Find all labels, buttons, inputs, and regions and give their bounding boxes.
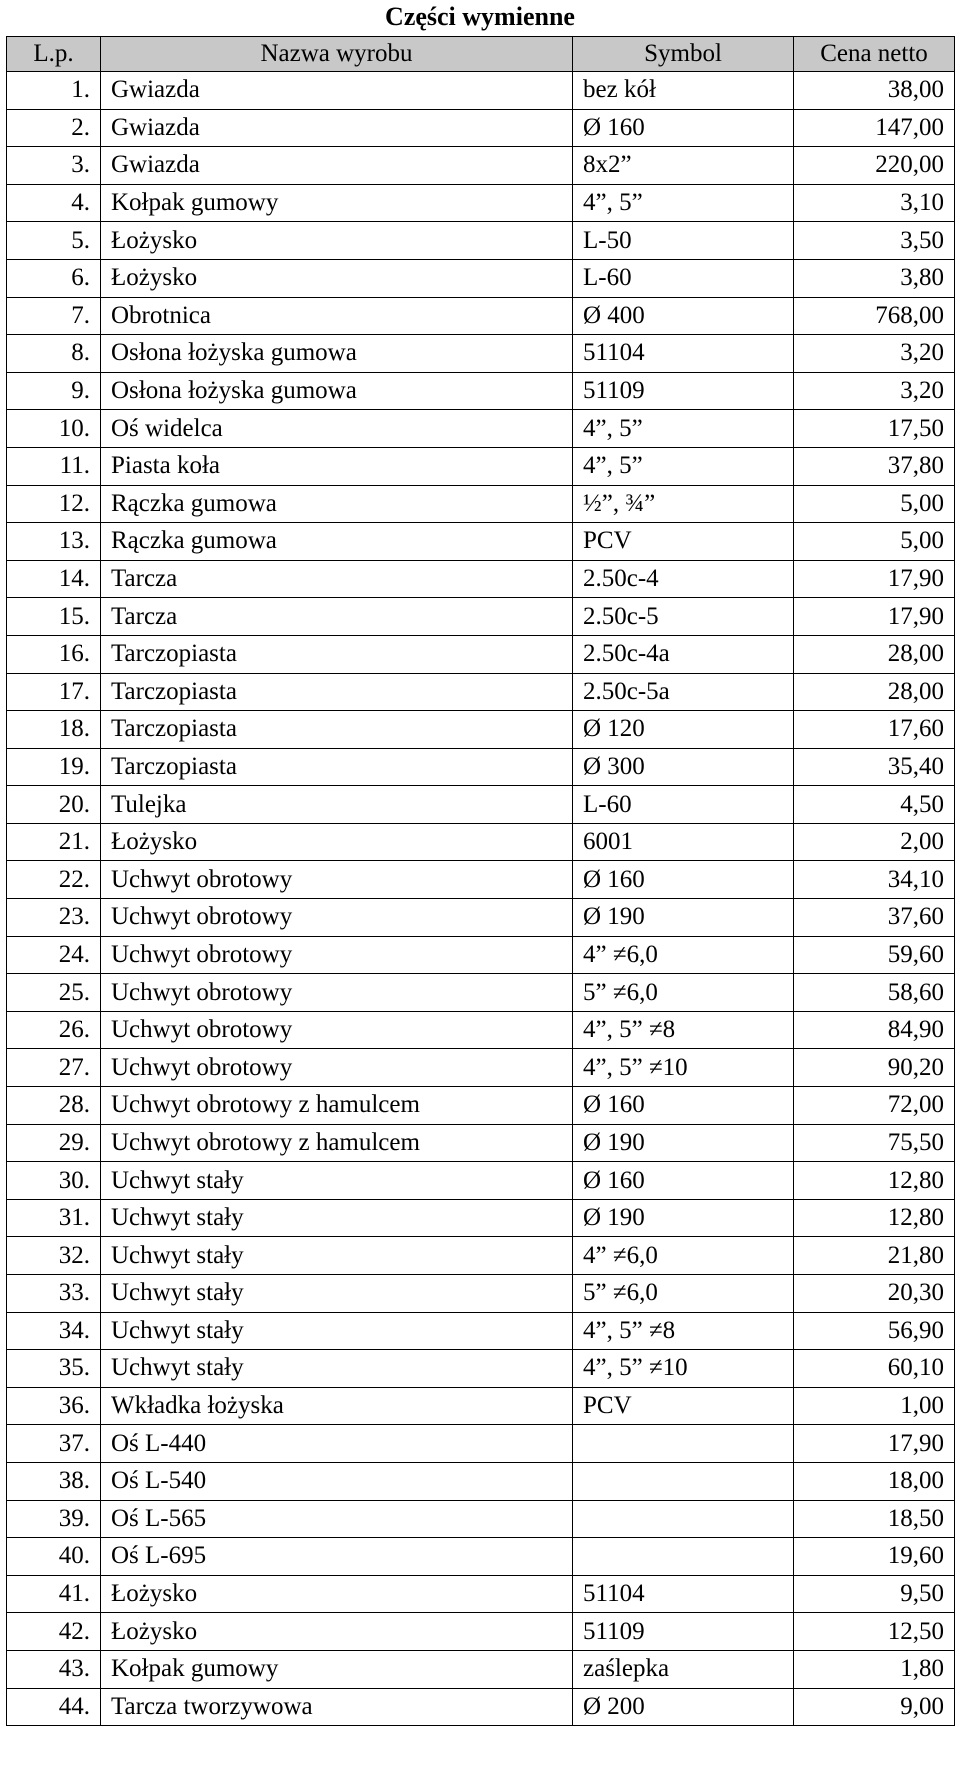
row-price-cell: 84,90 bbox=[794, 1011, 955, 1049]
row-lp-cell: 37. bbox=[7, 1425, 101, 1463]
row-symbol-cell bbox=[573, 1462, 794, 1500]
row-price-cell: 17,60 bbox=[794, 711, 955, 749]
row-price-cell: 3,20 bbox=[794, 335, 955, 373]
row-lp-cell: 30. bbox=[7, 1162, 101, 1200]
row-name-cell: Osłona łożyska gumowa bbox=[101, 335, 573, 373]
table-row bbox=[7, 1425, 955, 1463]
table-row bbox=[7, 1049, 955, 1087]
row-name-cell: Oś L-695 bbox=[101, 1538, 573, 1576]
row-name-cell: Tarcza bbox=[101, 598, 573, 636]
row-name-cell: Oś L-565 bbox=[101, 1500, 573, 1538]
table-row bbox=[7, 1575, 955, 1613]
table-row bbox=[7, 1199, 955, 1237]
row-symbol-cell: 2.50c-5 bbox=[573, 598, 794, 636]
row-price-cell: 147,00 bbox=[794, 109, 955, 147]
row-lp-cell: 33. bbox=[7, 1275, 101, 1313]
row-name-cell: Łożysko bbox=[101, 823, 573, 861]
row-price-cell: 21,80 bbox=[794, 1237, 955, 1275]
row-name-cell: Uchwyt obrotowy z hamulcem bbox=[101, 1087, 573, 1125]
row-lp-cell: 36. bbox=[7, 1387, 101, 1425]
table-row bbox=[7, 598, 955, 636]
table-row bbox=[7, 1275, 955, 1313]
row-name-cell: Piasta koła bbox=[101, 447, 573, 485]
row-lp-cell: 2. bbox=[7, 109, 101, 147]
table-row bbox=[7, 1087, 955, 1125]
row-name-cell: Uchwyt stały bbox=[101, 1162, 573, 1200]
row-lp-cell: 42. bbox=[7, 1613, 101, 1651]
row-name-cell: Uchwyt stały bbox=[101, 1312, 573, 1350]
row-price-cell: 59,60 bbox=[794, 936, 955, 974]
row-symbol-cell: L-60 bbox=[573, 259, 794, 297]
row-lp-cell: 18. bbox=[7, 711, 101, 749]
column-header-price: Cena netto bbox=[794, 37, 955, 72]
row-name-cell: Tarczopiasta bbox=[101, 711, 573, 749]
row-symbol-cell: 4”, 5” bbox=[573, 447, 794, 485]
row-price-cell: 3,10 bbox=[794, 184, 955, 222]
table-row bbox=[7, 1500, 955, 1538]
table-row bbox=[7, 147, 955, 185]
row-price-cell: 75,50 bbox=[794, 1124, 955, 1162]
row-lp-cell: 39. bbox=[7, 1500, 101, 1538]
row-price-cell: 1,80 bbox=[794, 1650, 955, 1688]
row-symbol-cell: 5” ≠6,0 bbox=[573, 974, 794, 1012]
row-lp-cell: 19. bbox=[7, 748, 101, 786]
row-name-cell: Uchwyt obrotowy bbox=[101, 936, 573, 974]
row-price-cell: 17,90 bbox=[794, 560, 955, 598]
row-price-cell: 5,00 bbox=[794, 523, 955, 561]
row-name-cell: Tarcza tworzywowa bbox=[101, 1688, 573, 1726]
row-name-cell: Uchwyt obrotowy bbox=[101, 1011, 573, 1049]
column-header-name: Nazwa wyrobu bbox=[101, 37, 573, 72]
row-price-cell: 12,80 bbox=[794, 1199, 955, 1237]
row-symbol-cell: zaślepka bbox=[573, 1650, 794, 1688]
table-row bbox=[7, 72, 955, 110]
table-row bbox=[7, 635, 955, 673]
table-row bbox=[7, 1124, 955, 1162]
row-price-cell: 56,90 bbox=[794, 1312, 955, 1350]
row-lp-cell: 26. bbox=[7, 1011, 101, 1049]
row-name-cell: Oś L-540 bbox=[101, 1462, 573, 1500]
row-symbol-cell: Ø 120 bbox=[573, 711, 794, 749]
row-price-cell: 34,10 bbox=[794, 861, 955, 899]
row-lp-cell: 28. bbox=[7, 1087, 101, 1125]
row-price-cell: 28,00 bbox=[794, 635, 955, 673]
row-lp-cell: 44. bbox=[7, 1688, 101, 1726]
row-lp-cell: 3. bbox=[7, 147, 101, 185]
row-symbol-cell: 2.50c-4 bbox=[573, 560, 794, 598]
row-symbol-cell: 4”, 5” bbox=[573, 410, 794, 448]
row-symbol-cell: 4”, 5” ≠8 bbox=[573, 1011, 794, 1049]
row-name-cell: Oś widelca bbox=[101, 410, 573, 448]
row-price-cell: 3,50 bbox=[794, 222, 955, 260]
row-lp-cell: 16. bbox=[7, 635, 101, 673]
row-lp-cell: 23. bbox=[7, 899, 101, 937]
row-price-cell: 37,60 bbox=[794, 899, 955, 937]
row-name-cell: Uchwyt stały bbox=[101, 1199, 573, 1237]
row-lp-cell: 15. bbox=[7, 598, 101, 636]
row-symbol-cell: Ø 190 bbox=[573, 899, 794, 937]
row-price-cell: 37,80 bbox=[794, 447, 955, 485]
row-lp-cell: 6. bbox=[7, 259, 101, 297]
table-row bbox=[7, 184, 955, 222]
table-header bbox=[7, 37, 955, 72]
row-symbol-cell: Ø 160 bbox=[573, 861, 794, 899]
table-row bbox=[7, 823, 955, 861]
row-name-cell: Uchwyt obrotowy z hamulcem bbox=[101, 1124, 573, 1162]
table-row bbox=[7, 1387, 955, 1425]
row-symbol-cell: 2.50c-4a bbox=[573, 635, 794, 673]
row-price-cell: 35,40 bbox=[794, 748, 955, 786]
row-price-cell: 20,30 bbox=[794, 1275, 955, 1313]
row-price-cell: 58,60 bbox=[794, 974, 955, 1012]
table-row bbox=[7, 560, 955, 598]
row-lp-cell: 25. bbox=[7, 974, 101, 1012]
row-symbol-cell: 5” ≠6,0 bbox=[573, 1275, 794, 1313]
row-symbol-cell: Ø 200 bbox=[573, 1688, 794, 1726]
row-name-cell: Tarcza bbox=[101, 560, 573, 598]
table-row bbox=[7, 523, 955, 561]
row-name-cell: Tarczopiasta bbox=[101, 748, 573, 786]
row-price-cell: 9,00 bbox=[794, 1688, 955, 1726]
row-lp-cell: 43. bbox=[7, 1650, 101, 1688]
row-price-cell: 3,80 bbox=[794, 259, 955, 297]
row-lp-cell: 17. bbox=[7, 673, 101, 711]
row-symbol-cell: 8x2” bbox=[573, 147, 794, 185]
row-lp-cell: 9. bbox=[7, 372, 101, 410]
table-row bbox=[7, 861, 955, 899]
row-symbol-cell: 4”, 5” ≠10 bbox=[573, 1049, 794, 1087]
row-lp-cell: 10. bbox=[7, 410, 101, 448]
row-symbol-cell: 4”, 5” ≠8 bbox=[573, 1312, 794, 1350]
row-symbol-cell bbox=[573, 1500, 794, 1538]
row-price-cell: 17,90 bbox=[794, 598, 955, 636]
row-lp-cell: 32. bbox=[7, 1237, 101, 1275]
row-name-cell: Rączka gumowa bbox=[101, 523, 573, 561]
row-price-cell: 72,00 bbox=[794, 1087, 955, 1125]
table-row bbox=[7, 711, 955, 749]
row-name-cell: Gwiazda bbox=[101, 147, 573, 185]
row-symbol-cell: 4” ≠6,0 bbox=[573, 936, 794, 974]
row-symbol-cell: 4”, 5” bbox=[573, 184, 794, 222]
table-row bbox=[7, 1162, 955, 1200]
row-symbol-cell: Ø 190 bbox=[573, 1124, 794, 1162]
row-price-cell: 17,90 bbox=[794, 1425, 955, 1463]
column-header-lp: L.p. bbox=[7, 37, 101, 72]
row-lp-cell: 31. bbox=[7, 1199, 101, 1237]
row-name-cell: Łożysko bbox=[101, 222, 573, 260]
row-lp-cell: 13. bbox=[7, 523, 101, 561]
table-row bbox=[7, 1350, 955, 1388]
row-name-cell: Tarczopiasta bbox=[101, 673, 573, 711]
table-row bbox=[7, 748, 955, 786]
row-symbol-cell: Ø 160 bbox=[573, 1162, 794, 1200]
row-name-cell: Uchwyt obrotowy bbox=[101, 1049, 573, 1087]
table-row bbox=[7, 1237, 955, 1275]
row-price-cell: 17,50 bbox=[794, 410, 955, 448]
table-row bbox=[7, 259, 955, 297]
row-symbol-cell: bez kół bbox=[573, 72, 794, 110]
table-row bbox=[7, 297, 955, 335]
row-lp-cell: 34. bbox=[7, 1312, 101, 1350]
row-price-cell: 9,50 bbox=[794, 1575, 955, 1613]
row-lp-cell: 27. bbox=[7, 1049, 101, 1087]
row-price-cell: 60,10 bbox=[794, 1350, 955, 1388]
row-symbol-cell: 4”, 5” ≠10 bbox=[573, 1350, 794, 1388]
table-row bbox=[7, 899, 955, 937]
row-price-cell: 768,00 bbox=[794, 297, 955, 335]
row-price-cell: 19,60 bbox=[794, 1538, 955, 1576]
row-lp-cell: 7. bbox=[7, 297, 101, 335]
row-symbol-cell: PCV bbox=[573, 523, 794, 561]
table-row bbox=[7, 447, 955, 485]
row-lp-cell: 21. bbox=[7, 823, 101, 861]
table-row bbox=[7, 673, 955, 711]
table-row bbox=[7, 109, 955, 147]
row-price-cell: 2,00 bbox=[794, 823, 955, 861]
row-price-cell: 18,00 bbox=[794, 1462, 955, 1500]
row-price-cell: 90,20 bbox=[794, 1049, 955, 1087]
row-symbol-cell: Ø 300 bbox=[573, 748, 794, 786]
row-price-cell: 28,00 bbox=[794, 673, 955, 711]
row-symbol-cell bbox=[573, 1538, 794, 1576]
row-price-cell: 3,20 bbox=[794, 372, 955, 410]
row-name-cell: Gwiazda bbox=[101, 109, 573, 147]
column-header-symbol: Symbol bbox=[573, 37, 794, 72]
row-lp-cell: 14. bbox=[7, 560, 101, 598]
row-name-cell: Kołpak gumowy bbox=[101, 184, 573, 222]
page-title: Części wymienne bbox=[385, 2, 575, 31]
row-price-cell: 38,00 bbox=[794, 72, 955, 110]
table-row bbox=[7, 1688, 955, 1726]
row-symbol-cell: PCV bbox=[573, 1387, 794, 1425]
row-lp-cell: 12. bbox=[7, 485, 101, 523]
row-name-cell: Uchwyt stały bbox=[101, 1237, 573, 1275]
row-price-cell: 1,00 bbox=[794, 1387, 955, 1425]
row-symbol-cell: 51104 bbox=[573, 335, 794, 373]
row-name-cell: Tarczopiasta bbox=[101, 635, 573, 673]
row-lp-cell: 20. bbox=[7, 786, 101, 824]
row-price-cell: 4,50 bbox=[794, 786, 955, 824]
row-name-cell: Uchwyt stały bbox=[101, 1275, 573, 1313]
row-name-cell: Obrotnica bbox=[101, 297, 573, 335]
table-row bbox=[7, 372, 955, 410]
row-lp-cell: 22. bbox=[7, 861, 101, 899]
row-symbol-cell: Ø 400 bbox=[573, 297, 794, 335]
row-symbol-cell: 2.50c-5a bbox=[573, 673, 794, 711]
table-row bbox=[7, 936, 955, 974]
parts-table bbox=[6, 36, 955, 1726]
row-name-cell: Uchwyt stały bbox=[101, 1350, 573, 1388]
row-name-cell: Uchwyt obrotowy bbox=[101, 974, 573, 1012]
table-row bbox=[7, 974, 955, 1012]
row-price-cell: 12,80 bbox=[794, 1162, 955, 1200]
table-body bbox=[7, 72, 955, 1726]
row-lp-cell: 1. bbox=[7, 72, 101, 110]
row-lp-cell: 29. bbox=[7, 1124, 101, 1162]
row-name-cell: Tulejka bbox=[101, 786, 573, 824]
row-name-cell: Wkładka łożyska bbox=[101, 1387, 573, 1425]
table-row bbox=[7, 222, 955, 260]
row-lp-cell: 5. bbox=[7, 222, 101, 260]
row-symbol-cell: 51104 bbox=[573, 1575, 794, 1613]
table-row bbox=[7, 1011, 955, 1049]
row-symbol-cell: 4” ≠6,0 bbox=[573, 1237, 794, 1275]
row-price-cell: 5,00 bbox=[794, 485, 955, 523]
row-price-cell: 18,50 bbox=[794, 1500, 955, 1538]
row-symbol-cell bbox=[573, 1425, 794, 1463]
table-row bbox=[7, 1613, 955, 1651]
row-price-cell: 12,50 bbox=[794, 1613, 955, 1651]
header-row bbox=[7, 37, 955, 72]
row-name-cell: Oś L-440 bbox=[101, 1425, 573, 1463]
row-name-cell: Łożysko bbox=[101, 1613, 573, 1651]
row-name-cell: Łożysko bbox=[101, 1575, 573, 1613]
row-lp-cell: 35. bbox=[7, 1350, 101, 1388]
row-symbol-cell: L-50 bbox=[573, 222, 794, 260]
row-symbol-cell: 51109 bbox=[573, 1613, 794, 1651]
row-symbol-cell: ½”, ¾” bbox=[573, 485, 794, 523]
row-symbol-cell: 51109 bbox=[573, 372, 794, 410]
table-row bbox=[7, 485, 955, 523]
row-name-cell: Uchwyt obrotowy bbox=[101, 861, 573, 899]
row-lp-cell: 11. bbox=[7, 447, 101, 485]
row-lp-cell: 24. bbox=[7, 936, 101, 974]
row-symbol-cell: 6001 bbox=[573, 823, 794, 861]
row-price-cell: 220,00 bbox=[794, 147, 955, 185]
row-symbol-cell: Ø 190 bbox=[573, 1199, 794, 1237]
table-row bbox=[7, 1538, 955, 1576]
table-row bbox=[7, 335, 955, 373]
row-lp-cell: 41. bbox=[7, 1575, 101, 1613]
row-lp-cell: 38. bbox=[7, 1462, 101, 1500]
row-symbol-cell: Ø 160 bbox=[573, 109, 794, 147]
row-name-cell: Kołpak gumowy bbox=[101, 1650, 573, 1688]
row-name-cell: Łożysko bbox=[101, 259, 573, 297]
row-symbol-cell: Ø 160 bbox=[573, 1087, 794, 1125]
row-name-cell: Rączka gumowa bbox=[101, 485, 573, 523]
table-row bbox=[7, 410, 955, 448]
row-name-cell: Gwiazda bbox=[101, 72, 573, 110]
table-row bbox=[7, 1312, 955, 1350]
table-row bbox=[7, 1650, 955, 1688]
row-lp-cell: 40. bbox=[7, 1538, 101, 1576]
row-symbol-cell: L-60 bbox=[573, 786, 794, 824]
table-row bbox=[7, 786, 955, 824]
table-row bbox=[7, 1462, 955, 1500]
row-name-cell: Uchwyt obrotowy bbox=[101, 899, 573, 937]
row-name-cell: Osłona łożyska gumowa bbox=[101, 372, 573, 410]
row-lp-cell: 8. bbox=[7, 335, 101, 373]
row-lp-cell: 4. bbox=[7, 184, 101, 222]
